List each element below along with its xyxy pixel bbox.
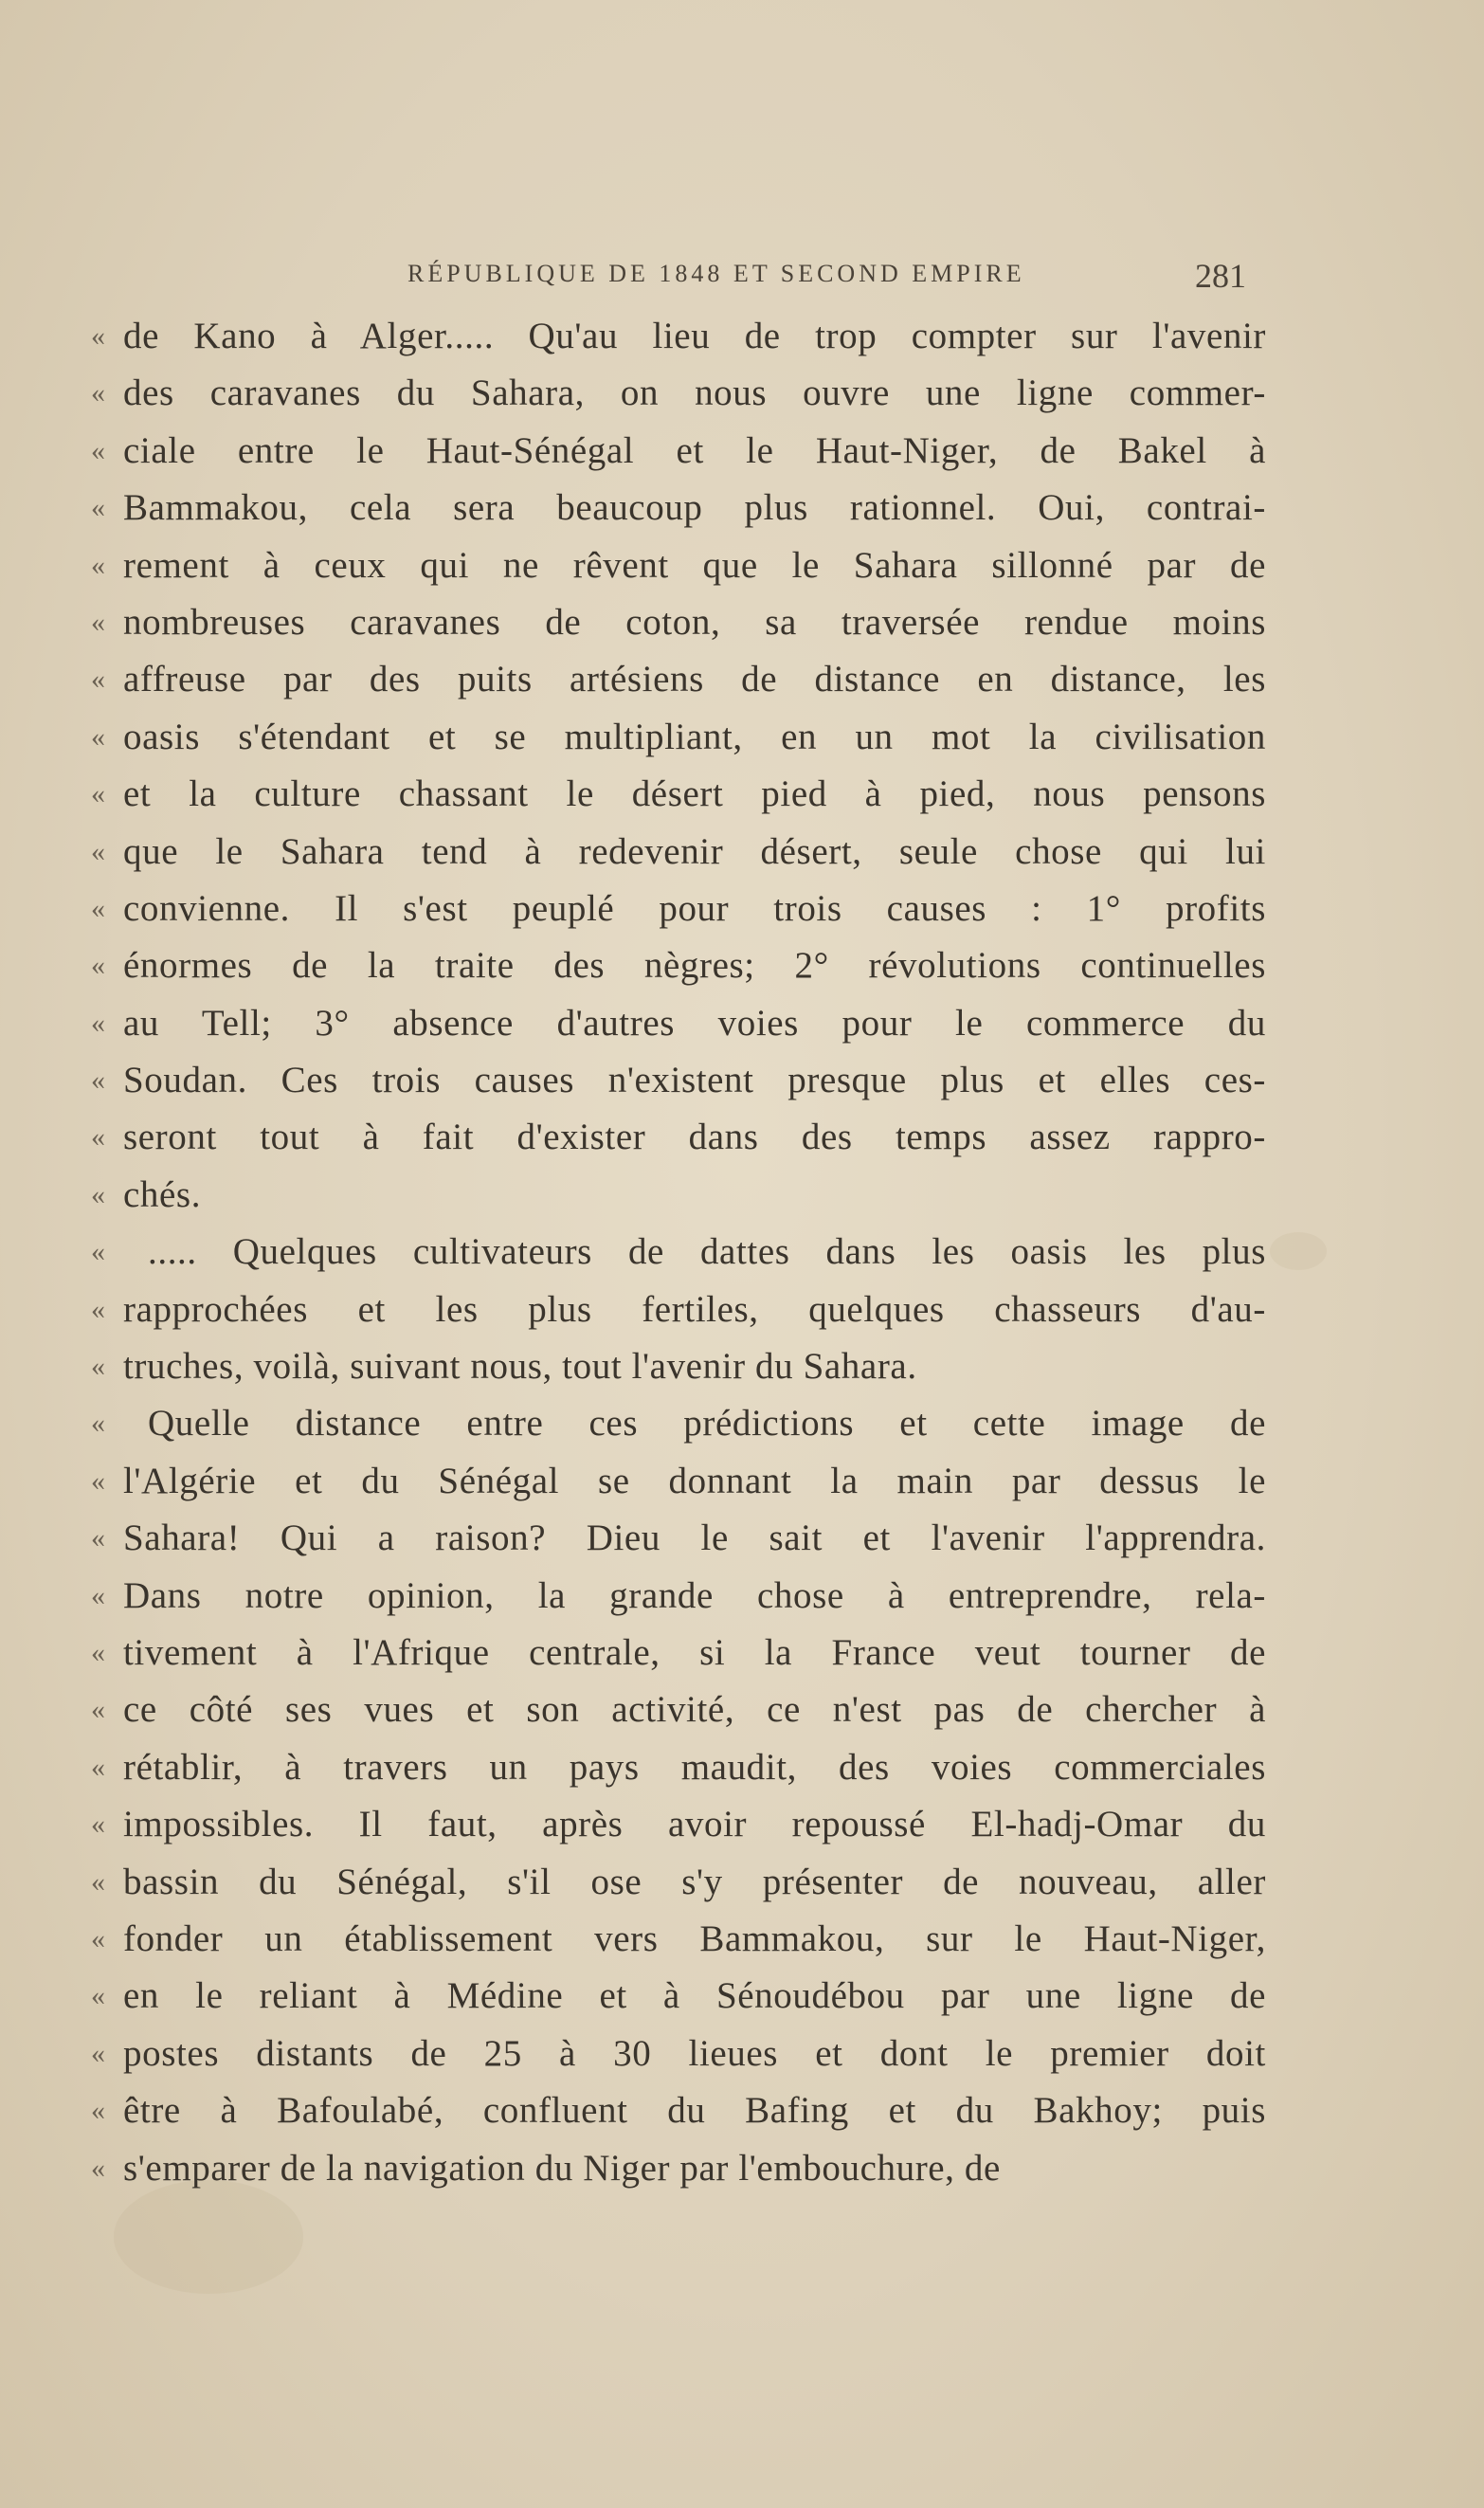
quote-mark: « bbox=[91, 663, 105, 696]
line-text: rement à ceux qui ne rêvent que le Sahara sillonné par de bbox=[123, 544, 1266, 586]
text-line bbox=[91, 937, 1266, 994]
line-text: Bammakou, cela sera beaucoup plus rationnel. Oui, contrai- bbox=[123, 487, 1266, 529]
line-text: seront tout à fait d'exister dans des temps assez rappro- bbox=[123, 1117, 1266, 1158]
line-text: chés. bbox=[123, 1173, 202, 1215]
text-line bbox=[91, 2082, 1266, 2139]
running-title: RÉPUBLIQUE DE 1848 ET SECOND EMPIRE bbox=[407, 260, 1025, 287]
quote-mark: « bbox=[91, 606, 105, 638]
line-text: l'Algérie et du Sénégal se donnant la main par dessus le bbox=[123, 1460, 1266, 1501]
quote-mark: « bbox=[91, 1922, 105, 1954]
text-line bbox=[91, 881, 1266, 937]
text-line bbox=[91, 766, 1266, 823]
quote-mark: « bbox=[91, 1236, 105, 1268]
line-text: tivement à l'Afrique centrale, si la France veut tourner de bbox=[123, 1631, 1266, 1673]
line-text: bassin du Sénégal, s'il ose s'y présenter de nouveau, aller bbox=[123, 1861, 1266, 1902]
text-line bbox=[91, 365, 1266, 422]
line-text: que le Sahara tend à redevenir désert, seule chose qui lui bbox=[123, 830, 1266, 872]
line-text: fonder un établissement vers Bammakou, sur le Haut-Niger, bbox=[123, 1917, 1266, 1959]
line-text: oasis s'étendant et se multipliant, en un mot la civilisation bbox=[123, 716, 1266, 757]
text-line bbox=[91, 594, 1266, 651]
line-text: postes distants de 25 à 30 lieues et dont le premier doit bbox=[123, 2032, 1266, 2074]
quote-mark: « bbox=[91, 892, 105, 924]
text-line bbox=[91, 1338, 1266, 1395]
line-text: au Tell; 3° absence d'autres voies pour le commerce du bbox=[123, 1002, 1266, 1044]
quote-mark: « bbox=[91, 720, 105, 753]
text-line bbox=[91, 1854, 1266, 1911]
line-text: nombreuses caravanes de coton, sa traversée rendue moins bbox=[123, 601, 1266, 643]
quote-mark: « bbox=[91, 1178, 105, 1210]
line-text: s'emparer de la navigation du Niger par l'embouchure, de bbox=[123, 2147, 1001, 2189]
paper-stain bbox=[114, 2180, 303, 2294]
line-text: ..... Quelques cultivateurs de dattes dans les oasis les plus bbox=[148, 1231, 1266, 1273]
line-text: rétablir, à travers un pays maudit, des voies commerciales bbox=[123, 1746, 1266, 1788]
text-line bbox=[91, 1510, 1266, 1567]
quote-mark: « bbox=[91, 835, 105, 867]
quote-mark: « bbox=[91, 320, 105, 352]
text-line bbox=[91, 1968, 1266, 2025]
quote-mark: « bbox=[91, 1636, 105, 1668]
text-line bbox=[91, 1453, 1266, 1510]
text-line bbox=[91, 1625, 1266, 1681]
quote-mark: « bbox=[91, 950, 105, 982]
quote-mark: « bbox=[91, 1980, 105, 2012]
text-line bbox=[91, 2140, 1266, 2197]
line-text: être à Bafoulabé, confluent du Bafing et du Bakhoy; puis bbox=[123, 2090, 1266, 2132]
quote-mark: « bbox=[91, 1408, 105, 1440]
quote-mark: « bbox=[91, 2152, 105, 2184]
quote-mark: « bbox=[91, 1808, 105, 1841]
quote-mark: « bbox=[91, 492, 105, 524]
quote-mark: « bbox=[91, 549, 105, 581]
quote-mark: « bbox=[91, 377, 105, 409]
text-line bbox=[91, 1681, 1266, 1738]
line-text: truches, voilà, suivant nous, tout l'avenir du Sahara. bbox=[123, 1346, 917, 1388]
text-line bbox=[91, 995, 1266, 1052]
line-text: ce côté ses vues et son activité, ce n'est pas de chercher à bbox=[123, 1689, 1266, 1731]
quote-mark: « bbox=[91, 1121, 105, 1154]
quote-mark: « bbox=[91, 2095, 105, 2127]
text-line bbox=[91, 308, 1266, 365]
text-line bbox=[91, 1739, 1266, 1796]
line-text: impossibles. Il faut, après avoir repoussé El-hadj-Omar du bbox=[123, 1804, 1266, 1845]
quote-mark: « bbox=[91, 1007, 105, 1039]
line-text: Sahara! Qui a raison? Dieu le sait et l'avenir l'apprendra. bbox=[123, 1518, 1266, 1559]
text-line bbox=[91, 651, 1266, 708]
text-line bbox=[91, 2026, 1266, 2082]
body-text bbox=[91, 308, 1266, 2197]
text-line bbox=[91, 709, 1266, 766]
text-line bbox=[91, 1568, 1266, 1625]
text-line bbox=[91, 1796, 1266, 1853]
quote-mark: « bbox=[91, 2037, 105, 2069]
text-line bbox=[91, 1167, 1266, 1224]
text-line bbox=[91, 423, 1266, 480]
quote-mark: « bbox=[91, 1579, 105, 1611]
paper-stain bbox=[1270, 1232, 1327, 1270]
text-line bbox=[91, 1224, 1266, 1281]
line-text: rapprochées et les plus fertiles, quelques chasseurs d'au- bbox=[123, 1288, 1266, 1330]
page-number: 281 bbox=[1195, 257, 1246, 295]
text-line bbox=[91, 1911, 1266, 1968]
line-text: Dans notre opinion, la grande chose à entreprendre, rela- bbox=[123, 1574, 1266, 1616]
line-text: et la culture chassant le désert pied à pied, nous pensons bbox=[123, 773, 1266, 815]
text-line bbox=[91, 824, 1266, 881]
text-line bbox=[91, 1281, 1266, 1338]
text-line bbox=[91, 1052, 1266, 1109]
line-text: de Kano à Alger..... Qu'au lieu de trop compter sur l'avenir bbox=[123, 316, 1266, 356]
line-text: ciale entre le Haut-Sénégal et le Haut-Niger, de Bakel à bbox=[123, 429, 1266, 471]
line-text: énormes de la traite des nègres; 2° révolutions continuelles bbox=[123, 945, 1266, 987]
text-line bbox=[91, 1109, 1266, 1166]
text-line bbox=[91, 1395, 1266, 1452]
quote-mark: « bbox=[91, 1064, 105, 1097]
quote-mark: « bbox=[91, 434, 105, 466]
text-line bbox=[91, 480, 1266, 536]
quote-mark: « bbox=[91, 1522, 105, 1554]
line-text: Quelle distance entre ces prédictions et cette image de bbox=[148, 1403, 1266, 1445]
line-text: affreuse par des puits artésiens de distance en distance, les bbox=[123, 659, 1266, 700]
line-text: en le reliant à Médine et à Sénoudébou par une ligne de bbox=[123, 1975, 1266, 2017]
quote-mark: « bbox=[91, 1464, 105, 1497]
quote-mark: « bbox=[91, 1694, 105, 1726]
line-text: convienne. Il s'est peuplé pour trois causes : 1° profits bbox=[123, 887, 1266, 929]
page-header bbox=[0, 257, 1484, 307]
text-line bbox=[91, 537, 1266, 594]
quote-mark: « bbox=[91, 1865, 105, 1898]
quote-mark: « bbox=[91, 1351, 105, 1383]
quote-mark: « bbox=[91, 1751, 105, 1783]
quote-mark: « bbox=[91, 1293, 105, 1325]
line-text: des caravanes du Sahara, on nous ouvre une ligne commer- bbox=[123, 373, 1266, 414]
quote-mark: « bbox=[91, 778, 105, 810]
line-text: Soudan. Ces trois causes n'existent presque plus et elles ces- bbox=[123, 1060, 1266, 1101]
